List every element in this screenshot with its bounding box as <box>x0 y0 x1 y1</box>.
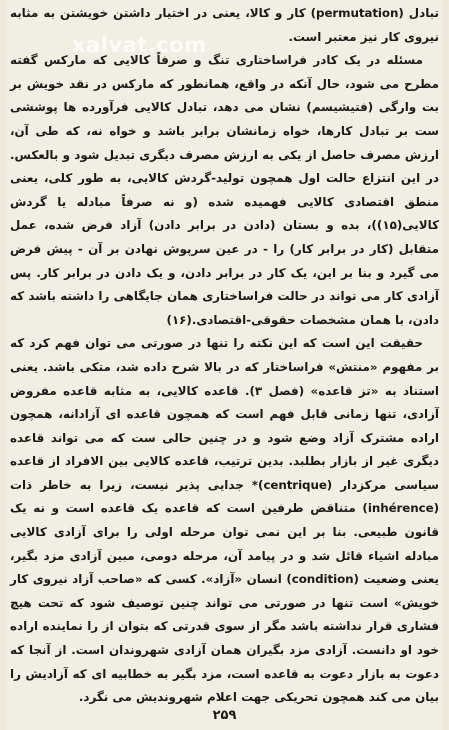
page-number: ۲۵۹ <box>212 708 237 723</box>
book-page <box>6 0 443 730</box>
paragraph-1: تبادل (permutation) کار و کالا، یعنی در اختیار داشتن خویشتن به مثابه نیروی کار نیز معتبر است. <box>10 6 439 44</box>
watermark: xalvat.com <box>72 33 207 57</box>
paragraph-2: مسئله در یک کادر فراساختاری تنگ و صرفاً کالایی که مارکس گفته مطرح می شود، حال آنکه در واقع، همانطور که مارکس در نقد خویش بر بت وارگی (فتیشیسم) نشان می دهد، تبادل کالایی فرآورده ها پوششی ست بر تبادل کارها، خواه زمانشان برابر باشد و خواه نه، که طی آن، ارزش مصرف حاصل از یکی به ارزش مصرف دیگری تبدیل شود و بالعکس. در این انتزاع حالت اول همچون تولید-گردش کالایی، به طور کلی، یعنی منطق اقتصادی کالایی فهمیده شده (و نه صرفاً مبادله یا گردش کالایی(۱۵))، بده و بستان (دادن در برابر دادن) آزاد فرض شده، عمل متقابل (کار در برابر کار) را - در عین سرپوش نهادن بر آن - پیش فرض می گیرد و بنا بر این، یک کار در برابر دادن، و یک دادن در برابر کار. پس آزادی کار می تواند در حالت فراساختاری همان جایگاهی را داشته باشد که دادن، با همان مشخصات حقوقی-اقتصادی.(۱۶) <box>10 53 439 327</box>
paragraph-3: حقیقت این است که این نکته را تنها در صورتی می توان فهم کرد که بر مفهوم «منتش» فراساختار که در بالا شرح داده شد، متکی باشد. یعنی استناد به «تز قاعده» (فصل ۳). قاعده کالایی، به مثابه قاعده مفروض آزادی، تنها زمانی قابل فهم است که همچون قاعده ای آزادانه، همچون اراده مشترک آزاد وضع شود و در چنین حالی ست که می تواند قاعده دیگری غیر از بازار بطلبد. بدین ترتیب، قاعده کالایی بین الافراد از قاعده سیاسی مرکزدار (centrique)* جدایی پذیر نیست، زیرا به خاطر ذات (inhérence) متناقض طرفین است که قاعده یک قاعده است و نه یک قانون طبیعی. بنا بر این نمی توان مرحله اولی را برای آزادی کالایی مبادله اشیاء قائل شد و در پیامد آن، مرحله دومی، مبین آزادی مزد بگیر، یعنی وضعیت (condition) انسان «آزاد». کسی که «صاحب آزاد نیروی کار خویش» است تنها در صورتی می تواند چنین توصیف شود که تحت هیچ فشاری قرار نداشته باشد مگر از سوی قدرتی که بتوان از را نماینده اراده خود او دانست. آزادی مزد بگیران همان آزادی شهروندان است. از آنجا که دعوت به بازار دعوت به قاعده است، مزد بگیر به خطابیه ای که آزادیش را بیان می کند همچون تحریکی جهت اعلام شهروندیش می نگرد. <box>10 336 440 705</box>
body-text <box>10 2 439 710</box>
